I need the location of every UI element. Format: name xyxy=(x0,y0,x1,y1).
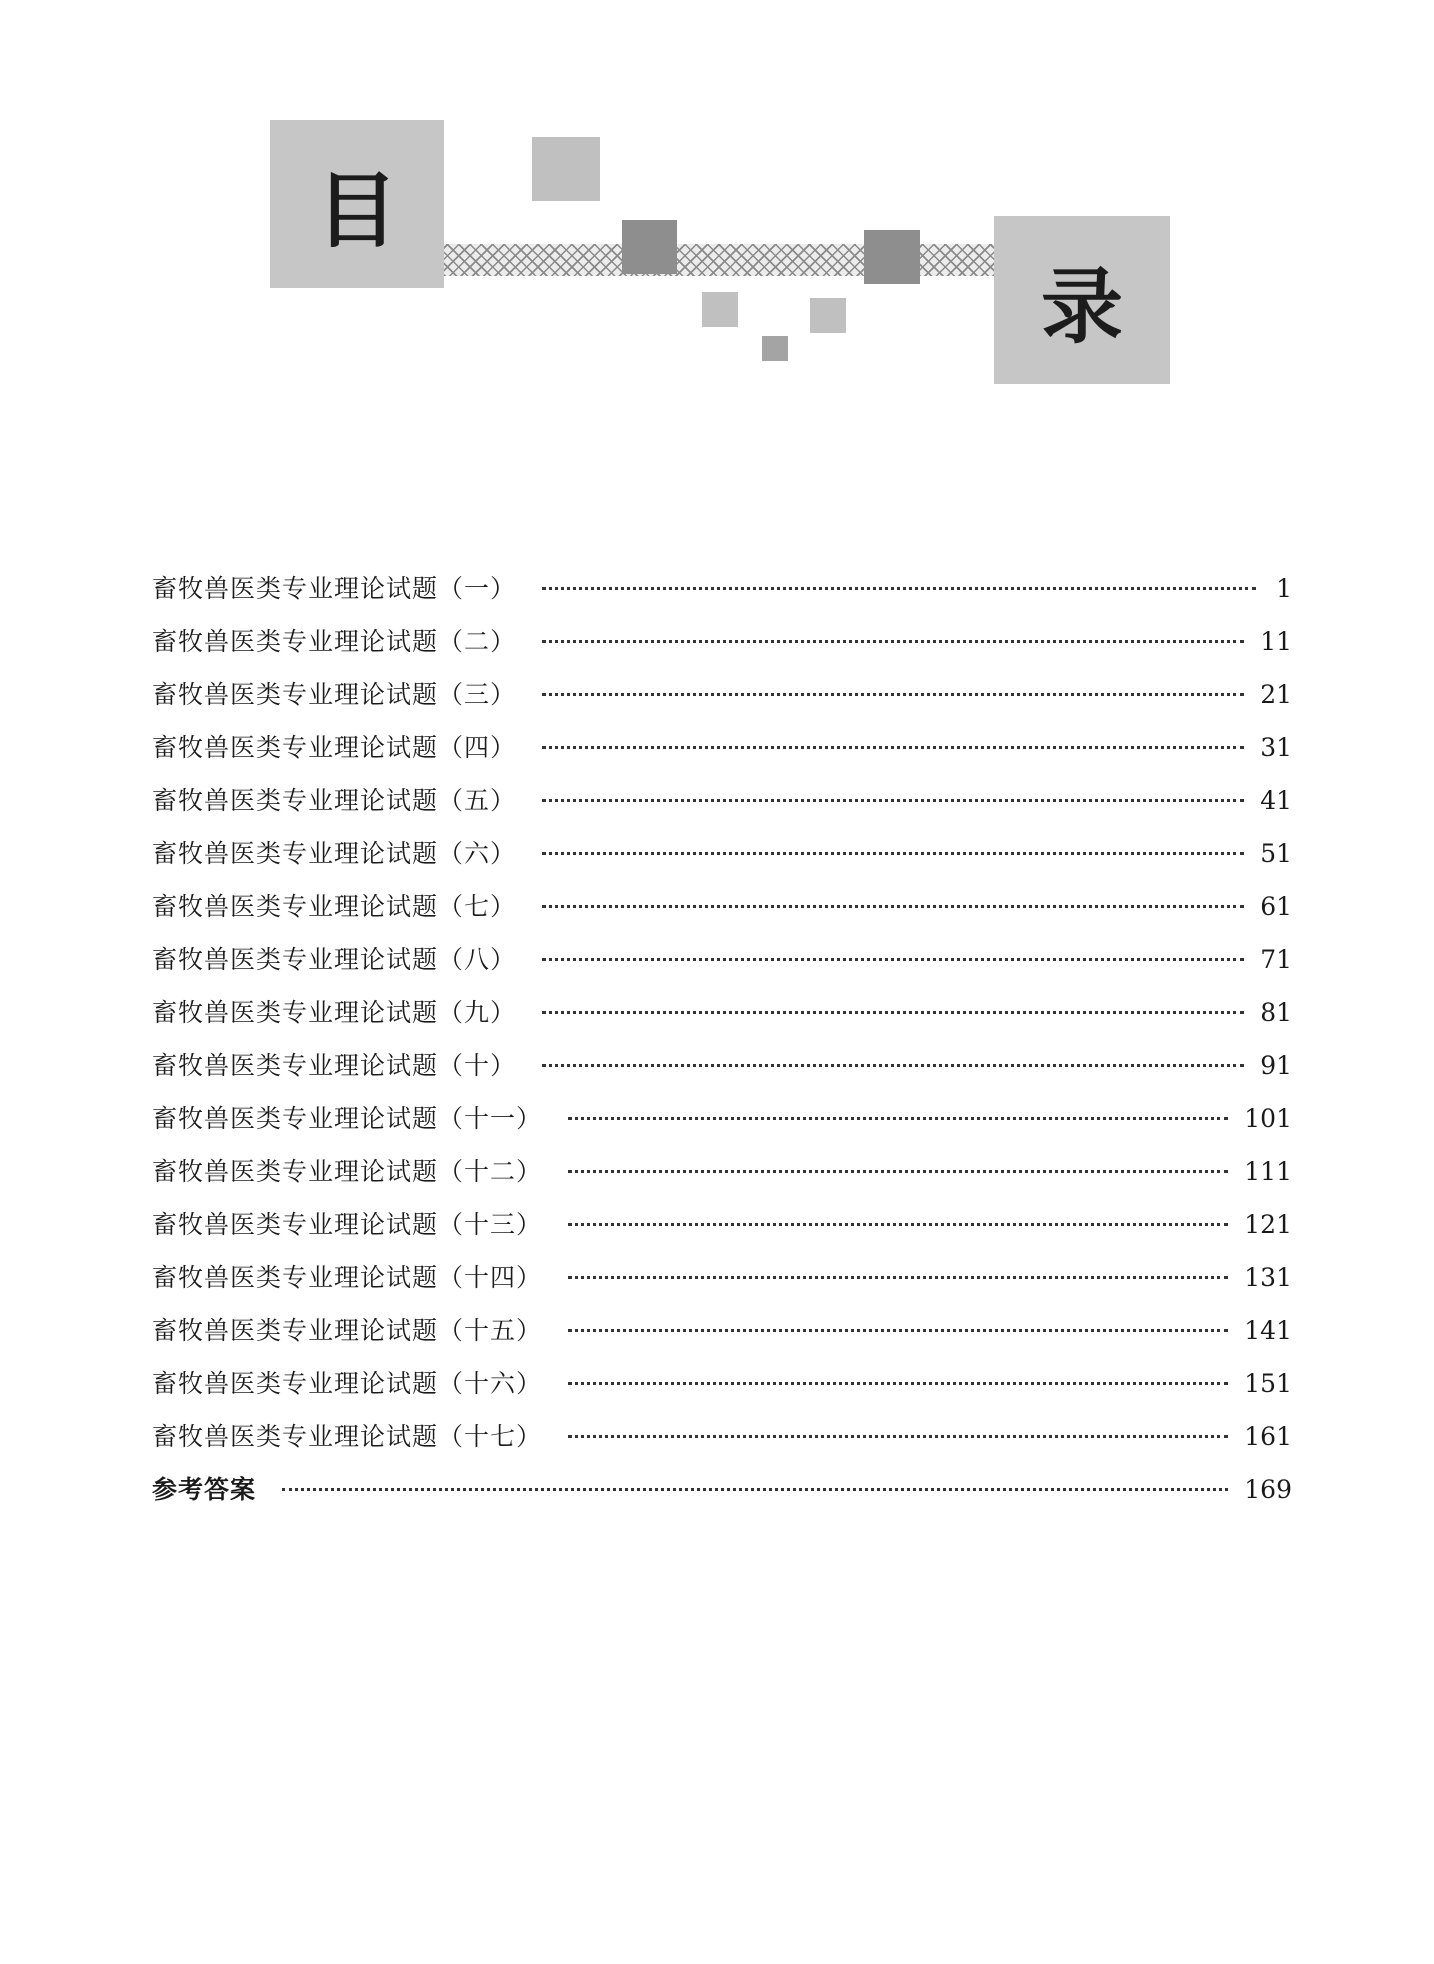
toc-entry-title: 畜牧兽医类专业理论试题（三） xyxy=(152,680,517,709)
toc-entry[interactable] xyxy=(152,827,1292,880)
dot-leader xyxy=(542,587,1256,590)
toc-entry[interactable] xyxy=(152,1304,1292,1357)
toc-entry-title: 畜牧兽医类专业理论试题（十六） xyxy=(152,1369,543,1398)
toc-entry[interactable] xyxy=(152,1092,1292,1145)
toc-entry-page: 101 xyxy=(1244,1104,1292,1133)
toc-entry-page: 1 xyxy=(1276,574,1292,603)
toc-entry[interactable] xyxy=(152,668,1292,721)
toc-entry-page: 21 xyxy=(1260,680,1292,709)
toc-entry-title: 畜牧兽医类专业理论试题（六） xyxy=(152,839,517,868)
toc-entry-page: 11 xyxy=(1260,627,1292,656)
toc-entry-page: 71 xyxy=(1260,945,1292,974)
dot-leader xyxy=(568,1276,1228,1279)
toc-entry-page: 151 xyxy=(1244,1369,1292,1398)
toc-entry-page: 61 xyxy=(1260,892,1292,921)
toc-entry-title: 畜牧兽医类专业理论试题（十一） xyxy=(152,1104,543,1133)
decor-square-6 xyxy=(762,336,788,361)
toc-entry-title: 畜牧兽医类专业理论试题（九） xyxy=(152,998,517,1027)
toc-entry-title: 畜牧兽医类专业理论试题（七） xyxy=(152,892,517,921)
toc-entry-title: 畜牧兽医类专业理论试题（十） xyxy=(152,1051,517,1080)
decor-square-3 xyxy=(864,230,920,284)
dot-leader xyxy=(568,1170,1228,1173)
toc-entry-title: 畜牧兽医类专业理论试题（一） xyxy=(152,574,517,603)
decor-square-1 xyxy=(532,137,600,201)
decor-square-2 xyxy=(622,220,677,274)
toc-entry-title: 畜牧兽医类专业理论试题（十四） xyxy=(152,1263,543,1292)
dot-leader xyxy=(542,799,1244,802)
dot-leader xyxy=(282,1488,1228,1491)
dot-leader xyxy=(568,1382,1228,1385)
dot-leader xyxy=(542,1064,1244,1067)
dot-leader xyxy=(568,1435,1228,1438)
dot-leader xyxy=(542,746,1244,749)
toc-entry[interactable] xyxy=(152,615,1292,668)
decor-square-5 xyxy=(810,298,846,333)
toc-entry-title: 畜牧兽医类专业理论试题（十七） xyxy=(152,1422,543,1451)
dot-leader xyxy=(542,852,1244,855)
toc-entry-page: 169 xyxy=(1244,1475,1292,1504)
title-char-1: 目 xyxy=(315,163,398,259)
dot-leader xyxy=(542,905,1244,908)
toc-entry-title: 畜牧兽医类专业理论试题（二） xyxy=(152,627,517,656)
toc-entry[interactable] xyxy=(152,562,1292,615)
dot-leader xyxy=(542,958,1244,961)
dot-leader xyxy=(568,1117,1228,1120)
dot-leader xyxy=(542,693,1244,696)
toc-entry-title: 畜牧兽医类专业理论试题（十五） xyxy=(152,1316,543,1345)
toc-entry-title: 畜牧兽医类专业理论试题（十三） xyxy=(152,1210,543,1239)
toc-entry-page: 141 xyxy=(1244,1316,1292,1345)
toc-entry-title: 参考答案 xyxy=(152,1475,257,1504)
toc-entry[interactable] xyxy=(152,986,1292,1039)
toc-entry-page: 131 xyxy=(1244,1263,1292,1292)
toc-entry-page: 111 xyxy=(1244,1157,1292,1186)
table-of-contents xyxy=(152,562,1292,1516)
toc-entry-title: 畜牧兽医类专业理论试题（十二） xyxy=(152,1157,543,1186)
toc-entry-answers[interactable] xyxy=(152,1463,1292,1516)
toc-entry-page: 121 xyxy=(1244,1210,1292,1239)
toc-entry[interactable] xyxy=(152,1357,1292,1410)
dot-leader xyxy=(542,1011,1244,1014)
toc-entry-title: 畜牧兽医类专业理论试题（八） xyxy=(152,945,517,974)
toc-entry[interactable] xyxy=(152,774,1292,827)
toc-entry-page: 31 xyxy=(1260,733,1292,762)
toc-entry[interactable] xyxy=(152,933,1292,986)
toc-entry-page: 51 xyxy=(1260,839,1292,868)
toc-entry[interactable] xyxy=(152,1198,1292,1251)
toc-entry-page: 161 xyxy=(1244,1422,1292,1451)
toc-entry[interactable] xyxy=(152,1145,1292,1198)
toc-entry[interactable] xyxy=(152,1251,1292,1304)
toc-entry-title: 畜牧兽医类专业理论试题（四） xyxy=(152,733,517,762)
toc-entry-page: 91 xyxy=(1260,1051,1292,1080)
toc-header xyxy=(0,0,1434,400)
title-char-box-2 xyxy=(994,216,1170,384)
toc-entry[interactable] xyxy=(152,1410,1292,1463)
decor-square-4 xyxy=(702,292,738,327)
title-char-box-1 xyxy=(270,120,444,288)
dot-leader xyxy=(542,640,1244,643)
dot-leader xyxy=(568,1329,1228,1332)
toc-entry-title: 畜牧兽医类专业理论试题（五） xyxy=(152,786,517,815)
toc-entry-page: 41 xyxy=(1260,786,1292,815)
dot-leader xyxy=(568,1223,1228,1226)
title-char-2: 录 xyxy=(1040,259,1123,355)
toc-entry[interactable] xyxy=(152,1039,1292,1092)
toc-entry[interactable] xyxy=(152,721,1292,774)
toc-entry-page: 81 xyxy=(1260,998,1292,1027)
toc-entry[interactable] xyxy=(152,880,1292,933)
